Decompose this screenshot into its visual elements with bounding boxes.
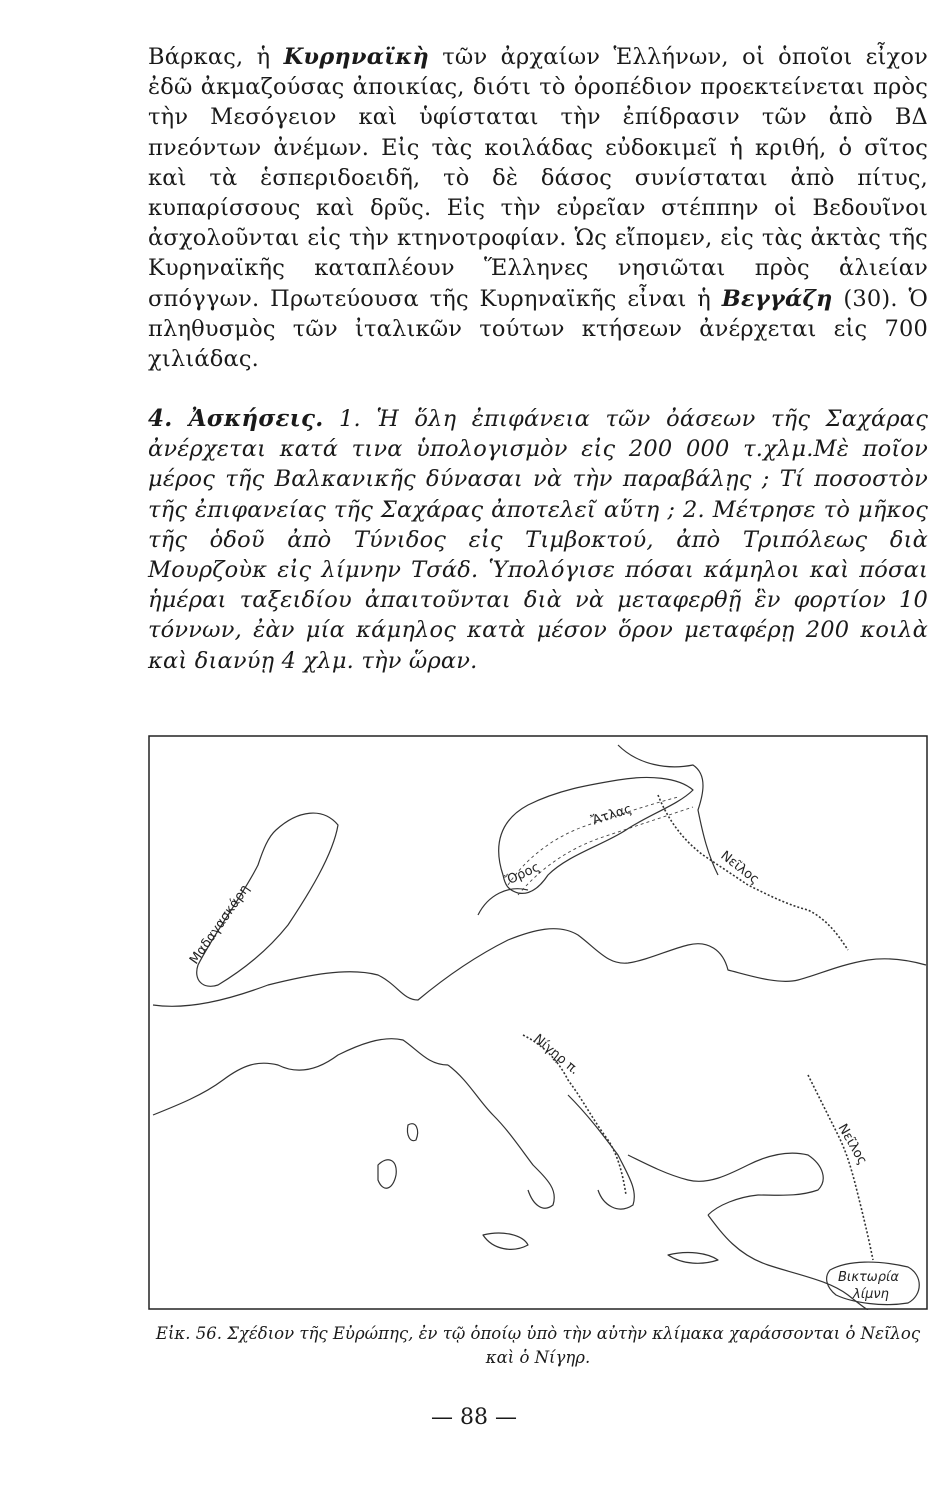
europe-map <box>148 735 928 1310</box>
label-victoria: Βικτωρία <box>838 1270 899 1285</box>
exercises-paragraph <box>148 404 928 676</box>
label-nile-right: Νεῖλος <box>834 1121 870 1168</box>
coast-iberia <box>153 1039 448 1115</box>
island-corsica <box>407 1124 417 1141</box>
caption-figure-number: Εἰκ. 56. <box>155 1324 222 1343</box>
label-niger: Νίγηρ π. <box>530 1031 582 1079</box>
exercises-text: 1. Ἡ ὅλη ἐπιφάνεια τῶν ὀάσεων τῆς Σαχάρας ἀνέρχεται κατά τινα ὑπολογισμὸν εἰς 200 000 τ.χλμ.Μὲ ποῖον μέρος τῆς Βαλκανικῆς δύνασαι νὰ τὴν παραβάλῃς ; Τί ποσοστὸν τῆς ἐπιφανείας τῆς Σαχάρας ἀποτελεῖ αὕτη ; 2. Μέτρησε τὸ μῆκος τῆς ὁδοῦ ἀπὸ Τύνιδος εἰς Τιμβοκτού, ἀπὸ Τριπόλεως διὰ Μουρζοὺκ εἰς λίμνην Τσάδ. Ὑπολόγισε πόσαι κάμηλοι καὶ πόσαι ἡμέραι ταξειδίου ἀπαιτοῦνται διὰ νὰ μεταφερθῇ ἓν φορτίον 10 τόννων, ἐὰν μία κάμηλος κατὰ μέσον ὅρον μεταφέρῃ 200 κοιλὰ καὶ διανύῃ 4 χλμ. τὴν ὥραν. <box>148 406 928 674</box>
island-crete <box>668 1253 718 1264</box>
coast-sweden-south <box>478 889 528 915</box>
label-nile-top: Νεῖλος <box>717 848 762 888</box>
island-sicily <box>483 1233 528 1249</box>
body-lead: Βάρκας, ἡ <box>148 44 271 70</box>
page-number: — 88 — <box>431 1405 517 1430</box>
caption-text: Σχέδιον τῆς Εὐρώπης, ἐν τῷ ὁποίῳ ὑπὸ τὴν αὐτὴν κλίμακα χαράσσονται ὁ Νεῖλος καὶ ὁ Νίγηρ. <box>227 1324 921 1367</box>
island-sardinia <box>378 1160 396 1188</box>
exercises-heading: 4. Ἀσκήσεις. <box>148 405 324 432</box>
term-benghazi: Βεγγάζη <box>721 285 833 312</box>
label-oros: Ὄρος <box>503 859 543 889</box>
term-cyrenaica: Κυρηναϊκὴ <box>283 44 429 70</box>
label-lake: λίμνη <box>853 1287 889 1302</box>
coast-northern-europe <box>153 929 926 1007</box>
body-part-3: (30). Ὁ πληθυσμὸς τῶν ἰταλικῶν τούτων κτήσεων ἀνέρχεται εἰς 700 χιλιάδας. <box>148 285 929 373</box>
coast-italy <box>448 1065 554 1208</box>
island-madagascar <box>197 813 338 986</box>
map-figure <box>148 735 928 1310</box>
label-madagascar: Μαδαγασκάρη <box>186 882 253 968</box>
label-atlas: Ἄτλας <box>589 801 634 829</box>
coast-black-sea <box>628 1153 823 1215</box>
coast-anatolia <box>708 1215 868 1310</box>
body-paragraph <box>148 42 928 374</box>
map-frame <box>149 736 927 1309</box>
river-nile-south <box>808 1075 873 1260</box>
coast-balkans <box>568 1095 634 1209</box>
figure-caption <box>148 1322 928 1370</box>
body-part-2: τῶν ἀρχαίων Ἑλλήνων, οἱ ὁποῖοι εἶχον ἐδῶ ἀκμαζούσας ἀποικίας, διότι τὸ ὀροπέδιον προεκτείνεται πρὸς τὴν Μεσόγειον καὶ ὑφίσταται τὴν ἐπίδρασιν τῶν ἀπὸ ΒΔ πνεόντων ἀνέμων. Εἰς τὰς κοιλάδας εὐδοκιμεῖ ἡ κριθή, ὁ σῖτος καὶ τὰ ἑσπεριδοειδῆ, τὸ δὲ δάσος συνίσταται ἀπὸ πίτυς, κυπαρίσσους καὶ δρῦς. Εἰς τὴν εὐρεῖαν στέππην οἱ Βεδουῖνοι ἀσχολοῦνται εἰς τὴν κτηνοτροφίαν. Ὡς εἴπομεν, εἰς τὰς ἀκτὰς τῆς Κυρηναϊκῆς καταπλέουν Ἕλληνες νησιῶται πρὸς ἁλιείαν σπόγγων. Πρωτεύουσα τῆς Κυρηναϊκῆς εἶναι ἡ <box>148 44 929 312</box>
